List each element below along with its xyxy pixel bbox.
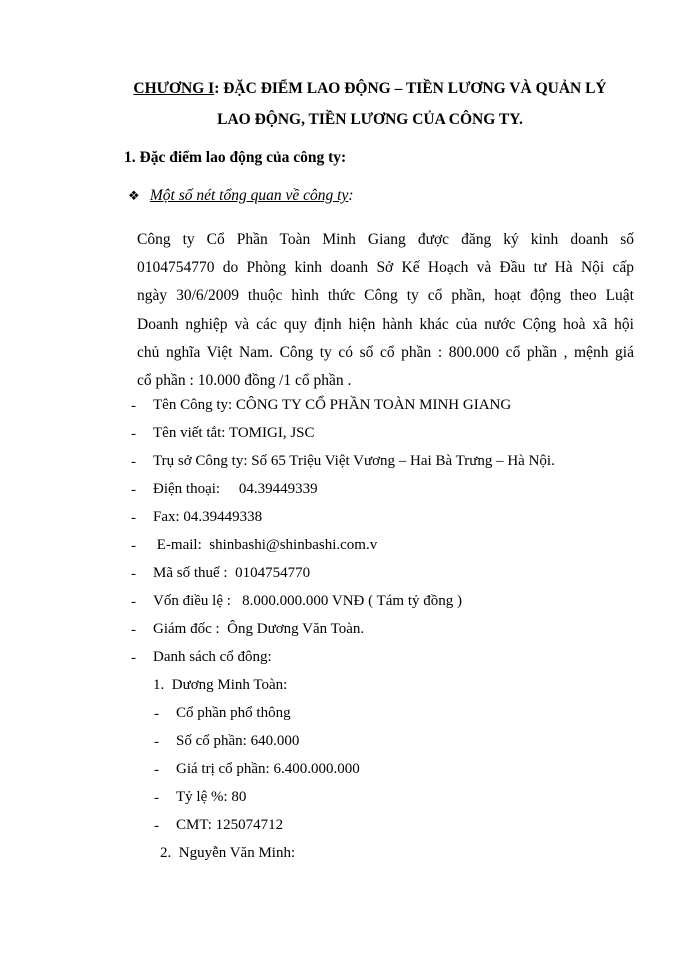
info-head-office: Trụ sở Công ty: Số 65 Triệu Việt Vương – Hai Bà Trưng – Hà Nội. xyxy=(153,453,555,469)
info-tax-code: Mã số thuế : 0104754770 xyxy=(153,565,311,581)
info-company-name: Tên Công ty: CÔNG TY CỔ PHẦN TOÀN MINH GIANG xyxy=(153,397,512,413)
paragraph-line: cổ phần : 10.000 đồng /1 cổ phần . xyxy=(137,372,352,390)
info-phone: Điện thoại: 04.39449339 xyxy=(153,481,318,497)
list-dash: - xyxy=(131,594,136,610)
list-dash: - xyxy=(131,454,136,470)
info-email: E-mail: shinbashi@shinbashi.com.v xyxy=(153,537,378,553)
paragraph-line: chủ nghĩa Việt Nam. Công ty có số cổ phần : 800.000 cổ phần , mệnh giá xyxy=(137,343,634,361)
list-dash: - xyxy=(154,706,159,722)
info-director: Giám đốc : Ông Dương Văn Toàn. xyxy=(153,621,365,637)
info-short-name: Tên viết tắt: TOMIGI, JSC xyxy=(153,425,315,441)
overview-title: Một số nét tổng quan về công ty xyxy=(149,187,349,204)
shareholder-1-share-value: Giá trị cổ phần: 6.400.000.000 xyxy=(176,761,360,777)
list-dash: - xyxy=(131,482,136,498)
paragraph-line: ngày 30/6/2009 thuộc hình thức Công ty cổ phần, hoạt động theo Luật xyxy=(137,287,634,305)
paragraph-line: Công ty Cổ Phần Toàn Minh Giang được đăng ký kinh doanh số xyxy=(137,231,634,248)
shareholder-1-id: CMT: 125074712 xyxy=(176,817,284,833)
section-heading: 1. Đặc điểm lao động của công ty: xyxy=(124,149,347,166)
shareholder-1-ratio: Tỷ lệ %: 80 xyxy=(176,789,247,805)
paragraph-line: Doanh nghiệp và các quy định hiện hành khác của nước Cộng hoà xã hội xyxy=(137,315,634,333)
paragraph-line: 0104754770 do Phòng kinh doanh Sở Kế Hoạch và Đầu tư Hà Nội cấp xyxy=(137,259,634,277)
chapter-number: CHƯƠNG I xyxy=(133,80,215,97)
info-fax: Fax: 04.39449338 xyxy=(153,509,263,525)
chapter-title-part: : ĐẶC ĐIỂM LAO ĐỘNG – TIỀN LƯƠNG VÀ QUẢN LÝ xyxy=(214,80,607,97)
overview-colon: : xyxy=(348,187,354,204)
list-dash: - xyxy=(154,818,159,834)
list-dash: - xyxy=(154,734,159,750)
shareholder-1-share-count: Số cổ phần: 640.000 xyxy=(176,733,300,749)
list-dash: - xyxy=(131,622,136,638)
list-dash: - xyxy=(154,762,159,778)
info-charter-capital: Vốn điều lệ : 8.000.000.000 VNĐ ( Tám tỷ đồng ) xyxy=(153,593,463,609)
company-description xyxy=(137,226,634,395)
diamond-bullet-icon: ❖ xyxy=(128,188,140,203)
list-dash: - xyxy=(131,510,136,526)
shareholder-1-share-type: Cổ phần phổ thông xyxy=(176,705,291,721)
list-dash: - xyxy=(131,538,136,554)
shareholder-2-name: 2. Nguyễn Văn Minh: xyxy=(160,845,296,861)
list-dash: - xyxy=(131,426,136,442)
list-dash: - xyxy=(131,650,136,666)
list-dash: - xyxy=(131,398,136,414)
info-shareholder-list: Danh sách cổ đông: xyxy=(153,649,272,665)
chapter-heading-line-2: LAO ĐỘNG, TIỀN LƯƠNG CỦA CÔNG TY. xyxy=(217,111,523,128)
shareholder-1-name: 1. Dương Minh Toàn: xyxy=(153,677,288,693)
list-dash: - xyxy=(131,566,136,582)
chapter-heading-line-1 xyxy=(100,80,640,98)
list-dash: - xyxy=(154,790,159,806)
overview-heading xyxy=(128,187,354,205)
